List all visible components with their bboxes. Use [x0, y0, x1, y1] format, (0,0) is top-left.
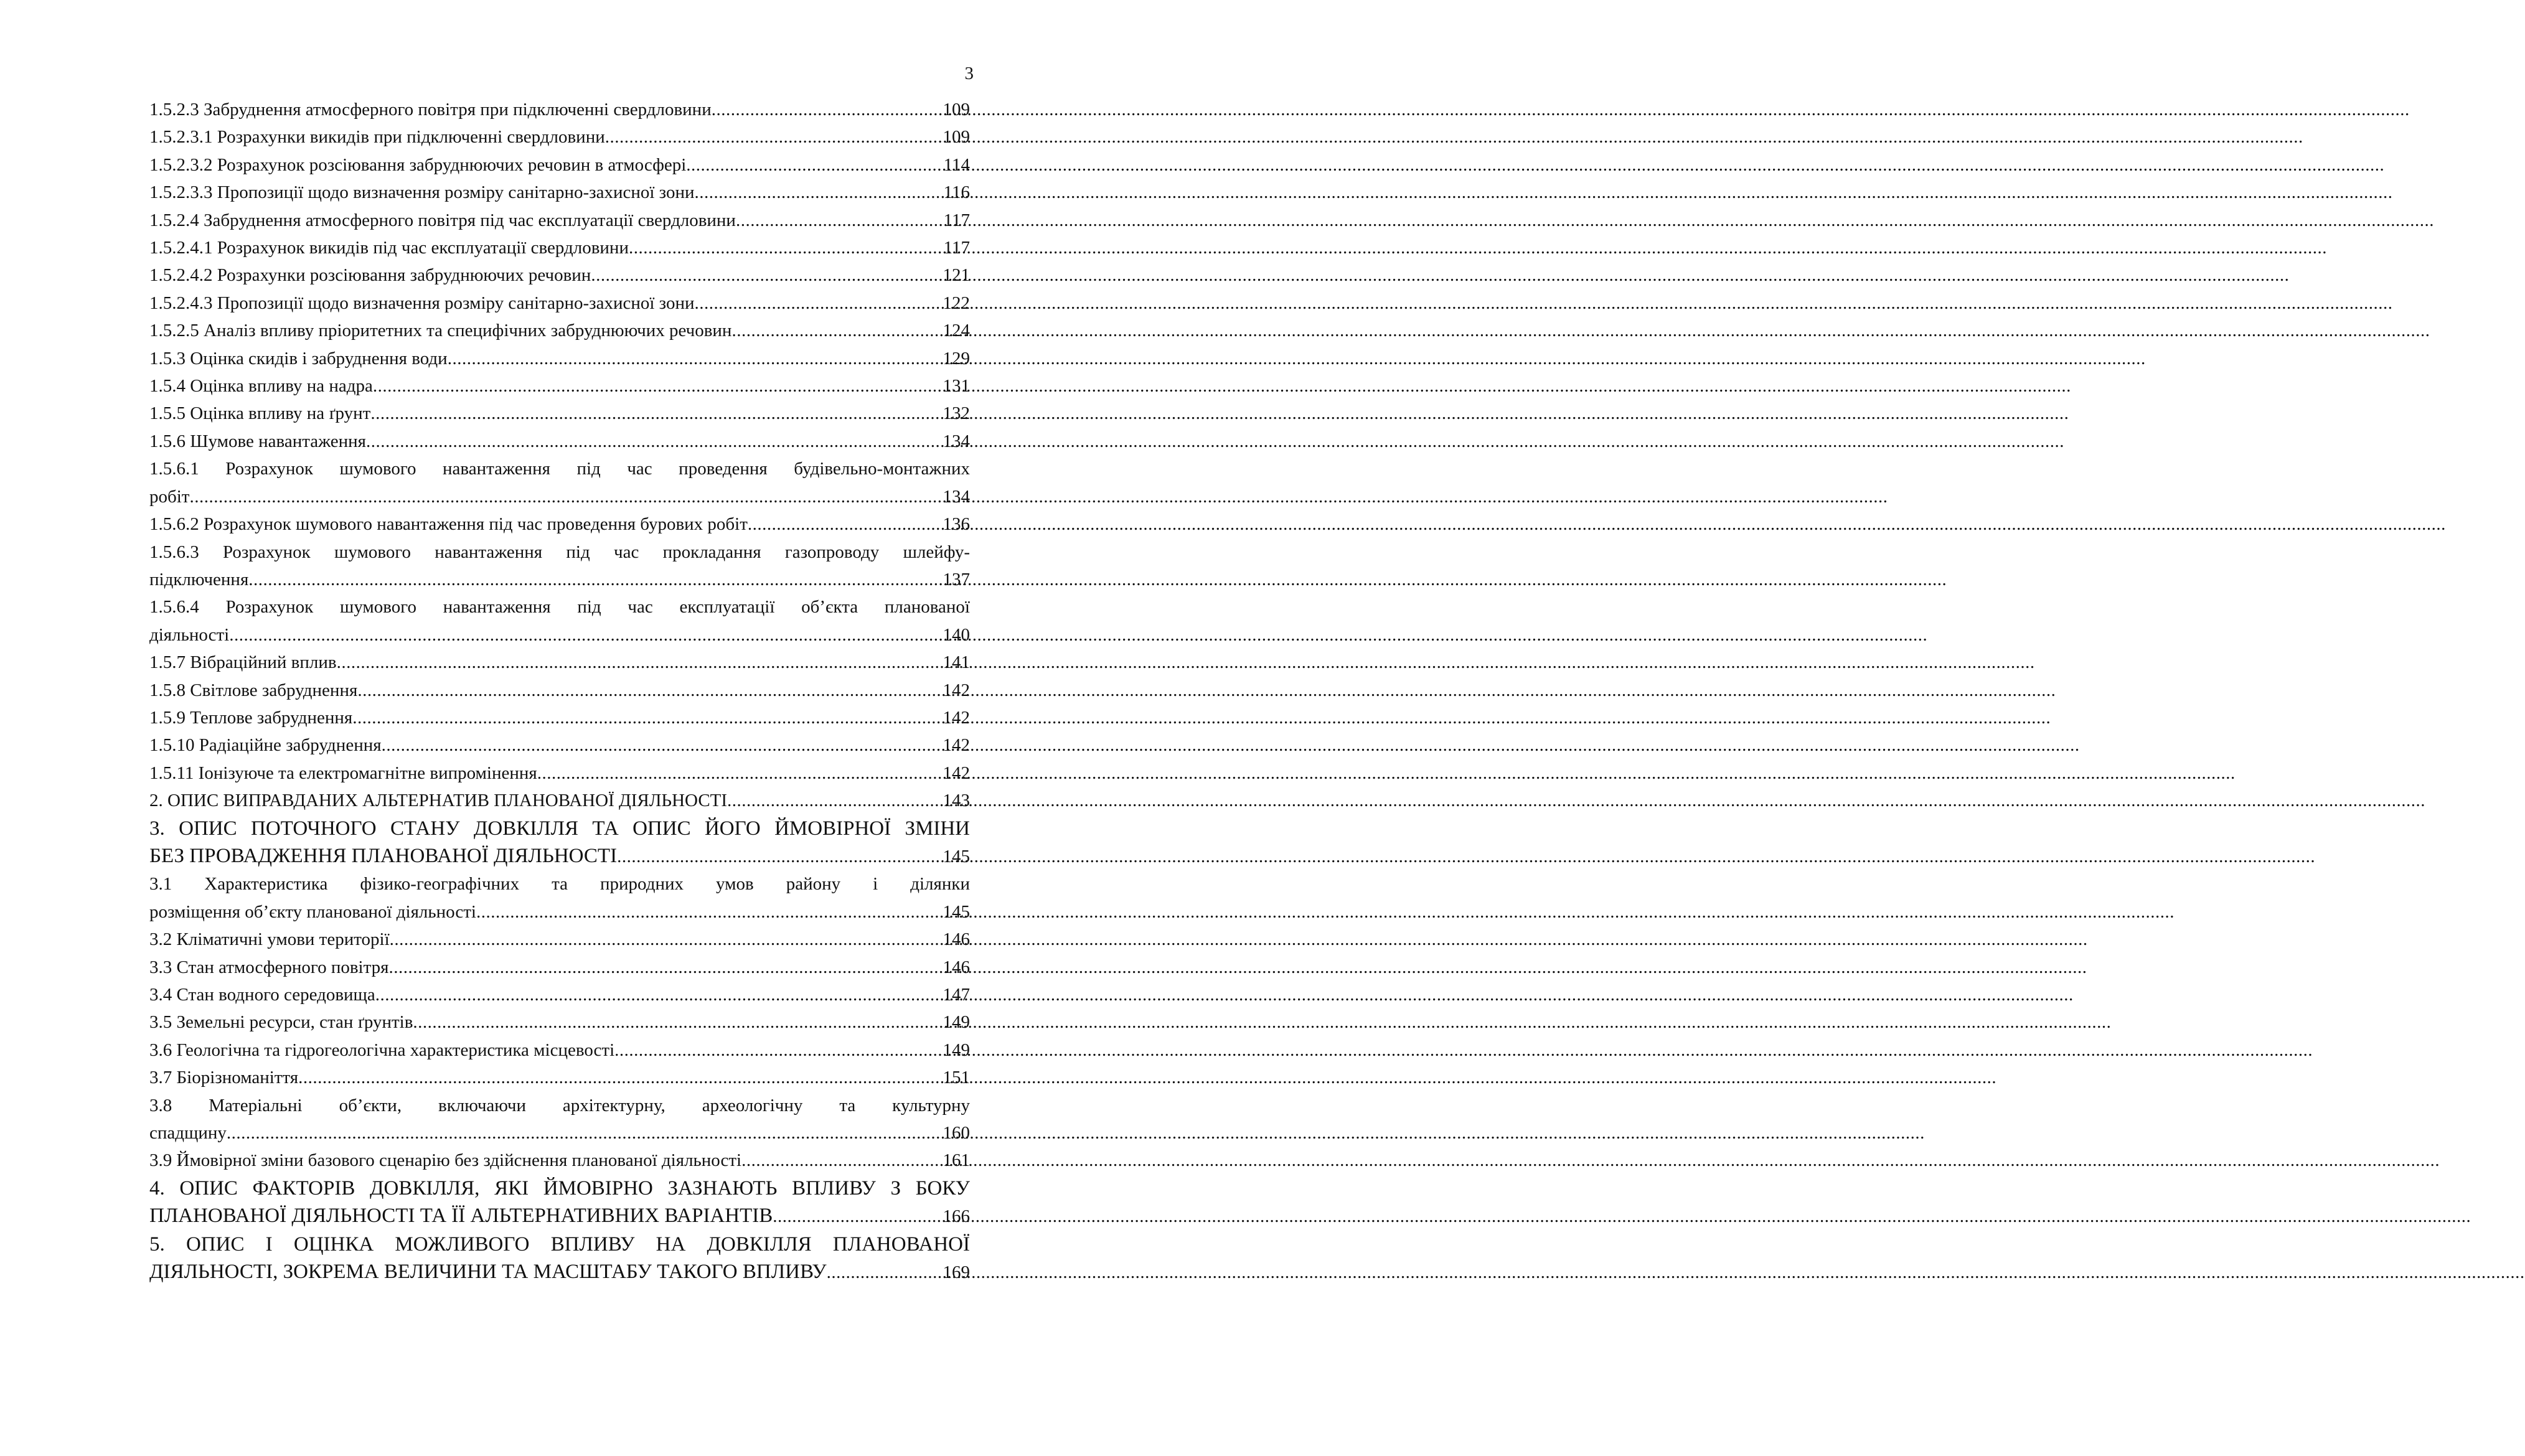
toc-entry-title: 1.5.6 Шумове навантаження: [149, 431, 367, 451]
toc-entry-page-number: 145: [943, 901, 970, 922]
toc-entry[interactable]: [149, 455, 970, 510]
dot-leader: [617, 843, 943, 870]
dot-leader: [727, 787, 943, 814]
dot-leader: [382, 731, 943, 759]
dot-leader: [614, 1036, 943, 1064]
toc-entry-title: робіт: [149, 486, 190, 507]
dot-leader: [736, 207, 944, 234]
toc-entry-title: 1.5.10 Радіаційне забруднення: [149, 735, 382, 756]
toc-entry-page-number: 169: [943, 1262, 970, 1283]
dot-leader: [352, 704, 943, 731]
toc-entry-page-number: 117: [943, 210, 970, 230]
toc-entry-page-number: 142: [943, 735, 970, 756]
toc-entry-page-number: 141: [943, 652, 970, 673]
toc-entry-page-number: 146: [943, 957, 970, 977]
toc-entry-page-number: 151: [943, 1068, 970, 1088]
toc-entry-title: 3.6 Геологічна та гідрогеологічна характеристика місцевості: [149, 1040, 615, 1060]
dot-leader: [537, 759, 943, 787]
toc-entry[interactable]: [149, 1231, 970, 1287]
toc-entry[interactable]: [149, 704, 970, 731]
toc-entry[interactable]: [149, 538, 970, 594]
toc-entry[interactable]: [149, 289, 970, 317]
toc-entry[interactable]: [149, 1092, 970, 1147]
toc-entry[interactable]: [149, 1175, 970, 1231]
dot-leader: [591, 261, 943, 289]
toc-entry-title: ДІЯЛЬНОСТІ, ЗОКРЕМА ВЕЛИЧИНИ ТА МАСШТАБУ ТАКОГО ВПЛИВУ: [149, 1261, 827, 1284]
toc-entry-page-number: 131: [943, 376, 970, 397]
toc-entry-page-number: 166: [943, 1206, 970, 1227]
dot-leader: [605, 123, 943, 151]
toc-entry-title: 3.4 Стан водного середовища: [149, 985, 375, 1005]
toc-entry-title: 1.5.2.4.2 Розрахунки розсіювання забруднюючих речовин: [149, 265, 591, 286]
toc-entry-page-number: 149: [943, 1012, 970, 1033]
toc-entry-page-number: 109: [943, 100, 970, 120]
toc-entry-title: діяльності: [149, 624, 230, 645]
dot-leader: [476, 898, 943, 926]
toc-entry-page-number: 146: [943, 929, 970, 950]
dot-leader: [629, 234, 944, 261]
toc-entry[interactable]: [149, 954, 970, 981]
toc-entry[interactable]: [149, 1147, 970, 1174]
toc-entry[interactable]: [149, 870, 970, 926]
toc-entry-title: 1.5.2.3 Забруднення атмосферного повітря при підключенні свердловини: [149, 100, 712, 120]
toc-entry[interactable]: [149, 926, 970, 953]
toc-entry-title: 1.5.7 Вібраційний вплив: [149, 652, 337, 673]
toc-entry[interactable]: [149, 151, 970, 179]
toc-entry-title: ПЛАНОВАНОЇ ДІЯЛЬНОСТІ ТА ЇЇ АЛЬТЕРНАТИВНИХ ВАРІАНТІВ: [149, 1205, 773, 1228]
dot-leader: [370, 400, 943, 427]
toc-entry-title: 1.5.2.4.1 Розрахунок викидів під час експлуатації свердловини: [149, 238, 629, 258]
toc-entry-page-number: 142: [943, 707, 970, 728]
toc-entry-title: 1.5.2.4 Забруднення атмосферного повітря під час експлуатації свердловини: [149, 210, 736, 230]
toc-entry-title: 1.5.2.5 Аналіз впливу пріоритетних та специфічних забруднюючих речовин: [149, 321, 732, 341]
dot-leader: [388, 954, 943, 981]
toc-entry-title: 1.5.9 Теплове забруднення: [149, 707, 353, 728]
toc-entry-page-number: 132: [943, 403, 970, 424]
toc-entry-title: 1.5.11 Іонізуюче та електромагнітне випромінення: [149, 763, 537, 783]
toc-entry[interactable]: [149, 677, 970, 704]
dot-leader: [686, 151, 943, 179]
dot-leader: [337, 649, 943, 676]
dot-leader: [390, 926, 943, 953]
toc-entry-page-number: 149: [943, 1040, 970, 1060]
toc-entry-title: 3.7 Біорізноманіття: [149, 1068, 299, 1088]
dot-leader: [827, 1259, 943, 1286]
dot-leader: [227, 1119, 943, 1147]
toc-entry-text-line: 1.5.6.4 Розрахунок шумового навантаження під час експлуатації об’єкта планованої: [149, 597, 970, 618]
toc-entry-page-number: 122: [943, 293, 970, 313]
toc-entry[interactable]: [149, 317, 970, 344]
toc-entry-page-number: 114: [943, 154, 970, 175]
dot-leader: [741, 1147, 943, 1174]
toc-entry-page-number: 142: [943, 680, 970, 700]
toc-entry-title: БЕЗ ПРОВАДЖЕННЯ ПЛАНОВАНОЇ ДІЯЛЬНОСТІ: [149, 844, 618, 867]
toc-entry-title: підключення: [149, 569, 249, 589]
toc-entry-title: 2. ОПИС ВИПРАВДАНИХ АЛЬТЕРНАТИВ ПЛАНОВАНОЇ ДІЯЛЬНОСТІ: [149, 791, 728, 811]
toc-entry-page-number: 161: [943, 1150, 970, 1171]
toc-entry-page-number: 136: [943, 514, 970, 535]
toc-entry-text-line: 3.8 Матеріальні об’єкти, включаючи архітектурну, археологічну та культурну: [149, 1095, 970, 1115]
dot-leader: [748, 510, 943, 538]
dot-leader: [366, 428, 943, 455]
toc-entry[interactable]: [149, 1064, 970, 1091]
dot-leader: [229, 621, 943, 649]
toc-entry[interactable]: [149, 96, 970, 123]
dot-leader: [773, 1203, 943, 1230]
toc-entry[interactable]: [149, 400, 970, 427]
toc-entry-page-number: 140: [943, 624, 970, 645]
toc-entry-page-number: 117: [943, 238, 970, 258]
dot-leader: [373, 372, 943, 400]
toc-entry[interactable]: [149, 649, 970, 676]
toc-entry-title: 1.5.2.3.3 Пропозиції щодо визначення розміру санітарно-захисної зони: [149, 182, 695, 203]
dot-leader: [248, 566, 943, 593]
toc-entry[interactable]: [149, 261, 970, 289]
toc-entry[interactable]: [149, 731, 970, 759]
toc-entry-title: розміщення об’єкту планованої діяльності: [149, 901, 476, 922]
toc-entry-title: 1.5.8 Світлове забруднення: [149, 680, 358, 700]
toc-entry-title: 3.9 Ймовірної зміни базового сценарію без здійснення планованої діяльності: [149, 1150, 742, 1171]
toc-entry-page-number: 116: [943, 182, 970, 203]
toc-entry[interactable]: [149, 234, 970, 261]
toc-entry-page-number: 160: [943, 1123, 970, 1144]
toc-entry-page-number: 147: [943, 985, 970, 1005]
toc-entry-page-number: 142: [943, 763, 970, 783]
dot-leader: [298, 1064, 943, 1091]
dot-leader: [712, 96, 943, 123]
toc-entry[interactable]: [149, 787, 970, 814]
toc-entry[interactable]: [149, 981, 970, 1008]
toc-entry[interactable]: [149, 593, 970, 649]
toc-entry[interactable]: [149, 1008, 970, 1036]
toc-entry-page-number: 134: [943, 431, 970, 451]
toc-entry-title: 3.3 Стан атмосферного повітря: [149, 957, 389, 977]
toc-entry-text-line: 5. ОПИС І ОЦІНКА МОЖЛИВОГО ВПЛИВУ НА ДОВКІЛЛЯ ПЛАНОВАНОЇ: [149, 1233, 970, 1256]
toc-entry[interactable]: [149, 759, 970, 787]
toc-entry[interactable]: [149, 372, 970, 400]
toc-entry-title: 1.5.2.3.2 Розрахунок розсіювання забруднюючих речовин в атмосфері: [149, 154, 687, 175]
toc-entry[interactable]: [149, 510, 970, 538]
toc-entry-page-number: 124: [943, 321, 970, 341]
toc-entry[interactable]: [149, 179, 970, 206]
toc-entry-text-line: 4. ОПИС ФАКТОРІВ ДОВКІЛЛЯ, ЯКІ ЙМОВІРНО ЗАЗНАЮТЬ ВПЛИВУ З БОКУ: [149, 1177, 970, 1200]
dot-leader: [695, 179, 944, 206]
toc-entry-title: 1.5.2.3.1 Розрахунки викидів при підключенні свердловини: [149, 127, 605, 148]
dot-leader: [448, 345, 943, 372]
toc-entry-page-number: 129: [943, 348, 970, 369]
toc-entry-text-line: 3. ОПИС ПОТОЧНОГО СТАНУ ДОВКІЛЛЯ ТА ОПИС ЙОГО ЙМОВІРНОЇ ЗМІНИ: [149, 817, 970, 840]
toc-entry-title: 3.5 Земельні ресурси, стан ґрунтів: [149, 1012, 413, 1033]
toc-entry[interactable]: [149, 428, 970, 455]
dot-leader: [695, 289, 943, 317]
toc-entry[interactable]: [149, 207, 970, 234]
toc-entry-page-number: 121: [943, 265, 970, 286]
toc-entry-title: 1.5.6.2 Розрахунок шумового навантаження під час проведення бурових робіт: [149, 514, 748, 535]
toc-entry-page-number: 109: [943, 127, 970, 148]
toc-entry[interactable]: [149, 123, 970, 151]
toc-entry-page-number: 134: [943, 486, 970, 507]
toc-entry-title: 1.5.5 Оцінка впливу на ґрунт: [149, 403, 371, 424]
toc-entry-title: 1.5.4 Оцінка впливу на надра: [149, 376, 373, 397]
toc-entry-text-line: 1.5.6.1 Розрахунок шумового навантаження під час проведення будівельно-монтажних: [149, 459, 970, 479]
toc-entry-page-number: 143: [943, 791, 970, 811]
dot-leader: [190, 483, 943, 510]
page-number: 3: [964, 63, 974, 83]
dot-leader: [731, 317, 943, 344]
toc-entry[interactable]: [149, 345, 970, 372]
toc-entry-page-number: 145: [943, 846, 970, 867]
toc-entry-title: спадщину: [149, 1123, 227, 1144]
toc-entry-text-line: 3.1 Характеристика фізико-географічних та природних умов району і ділянки: [149, 874, 970, 895]
toc-entry-title: 3.2 Кліматичні умови території: [149, 929, 390, 950]
dot-leader: [375, 981, 943, 1008]
toc-entry-title: 1.5.3 Оцінка скидів і забруднення води: [149, 348, 448, 369]
toc-entry[interactable]: [149, 1036, 970, 1064]
table-of-contents: [149, 96, 970, 1286]
toc-entry-text-line: 1.5.6.3 Розрахунок шумового навантаження під час прокладання газопроводу шлейфу-: [149, 542, 970, 562]
toc-entry-page-number: 137: [943, 569, 970, 589]
toc-entry-title: 1.5.2.4.3 Пропозиції щодо визначення розміру санітарно-захисної зони: [149, 293, 695, 313]
dot-leader: [357, 677, 943, 704]
toc-entry[interactable]: [149, 815, 970, 871]
dot-leader: [413, 1008, 943, 1036]
